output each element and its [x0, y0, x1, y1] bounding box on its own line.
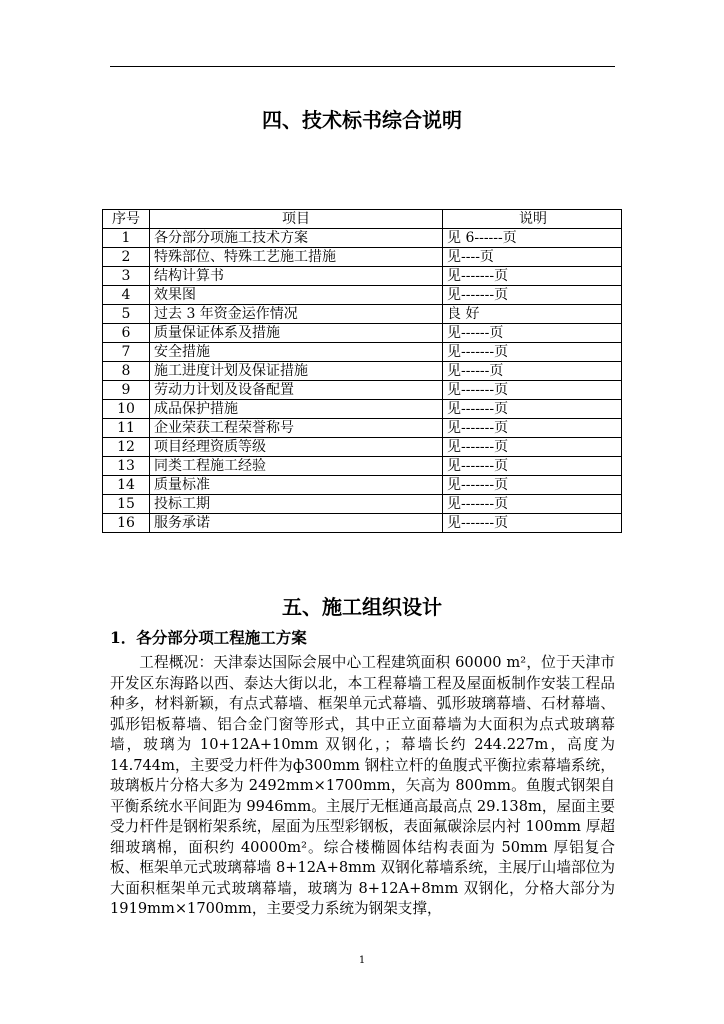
row-item: 效果图	[150, 286, 443, 305]
row-item: 各分部分项施工技术方案	[150, 229, 443, 248]
row-item: 企业荣获工程荣誉称号	[150, 419, 443, 438]
header-rule	[110, 66, 615, 67]
row-item: 质量标准	[150, 476, 443, 495]
row-note: 见-------页	[443, 343, 622, 362]
table-row	[103, 248, 622, 267]
row-item: 投标工期	[150, 495, 443, 514]
row-note: 良 好	[443, 305, 622, 324]
header-note: 说明	[443, 210, 622, 229]
table-row	[103, 267, 622, 286]
table-header-row	[103, 210, 622, 229]
row-note: 见------页	[443, 362, 622, 381]
row-index: 1	[103, 229, 150, 248]
table-row	[103, 419, 622, 438]
header-item: 项目	[150, 210, 443, 229]
table-row	[103, 476, 622, 495]
row-note: 见 6------页	[443, 229, 622, 248]
row-item: 同类工程施工经验	[150, 457, 443, 476]
row-index: 8	[103, 362, 150, 381]
row-item: 质量保证体系及措施	[150, 324, 443, 343]
row-note: 见-------页	[443, 514, 622, 533]
section-4-title: 四、技术标书综合说明	[262, 108, 462, 132]
row-index: 14	[103, 476, 150, 495]
row-note: 见-------页	[443, 286, 622, 305]
row-index: 5	[103, 305, 150, 324]
table-row	[103, 305, 622, 324]
row-index: 11	[103, 419, 150, 438]
table-row	[103, 229, 622, 248]
table-row	[103, 286, 622, 305]
section-5-title: 五、施工组织设计	[282, 595, 442, 619]
row-index: 16	[103, 514, 150, 533]
row-item: 服务承诺	[150, 514, 443, 533]
row-note: 见-------页	[443, 495, 622, 514]
table-row	[103, 343, 622, 362]
table-row	[103, 438, 622, 457]
row-note: 见-------页	[443, 438, 622, 457]
subsection-title: 1．各分部分项工程施工方案	[110, 628, 307, 647]
table-row	[103, 457, 622, 476]
row-index: 4	[103, 286, 150, 305]
row-item: 项目经理资质等级	[150, 438, 443, 457]
table-row	[103, 381, 622, 400]
row-index: 15	[103, 495, 150, 514]
row-note: 见-------页	[443, 476, 622, 495]
row-item: 施工进度计划及保证措施	[150, 362, 443, 381]
row-index: 9	[103, 381, 150, 400]
row-item: 结构计算书	[150, 267, 443, 286]
row-note: 见-------页	[443, 419, 622, 438]
page-number: 1	[358, 955, 366, 966]
row-index: 6	[103, 324, 150, 343]
row-note: 见-------页	[443, 457, 622, 476]
table-row	[103, 514, 622, 533]
row-index: 10	[103, 400, 150, 419]
row-note: 见------页	[443, 324, 622, 343]
contents-table	[102, 209, 622, 533]
row-index: 13	[103, 457, 150, 476]
row-item: 成品保护措施	[150, 400, 443, 419]
table-row	[103, 324, 622, 343]
header-index: 序号	[103, 210, 150, 229]
table-row	[103, 400, 622, 419]
row-note: 见----页	[443, 248, 622, 267]
row-index: 3	[103, 267, 150, 286]
row-item: 安全措施	[150, 343, 443, 362]
row-item: 过去 3 年资金运作情况	[150, 305, 443, 324]
row-index: 7	[103, 343, 150, 362]
row-item: 特殊部位、特殊工艺施工措施	[150, 248, 443, 267]
project-overview-paragraph: 工程概况：天津泰达国际会展中心工程建筑面积 60000 m²，位于天津市开发区东海路以西、泰达大街以北，本工程幕墙工程及屋面板制作安装工程品种多，材料新颖，有点式幕墙、框架单元式幕墙、弧形玻璃幕墙、石材幕墙、弧形铝板幕墙、铝合金门窗等形式，其中正立面幕墙为大面积为点式玻璃幕墙，玻璃为 10+12A+10mm 双钢化，；幕墙长约 244.227m，高度为 14.744m，主要受力杆件为ф300mm 钢柱立杆的鱼腹式平衡拉索幕墙系统，玻璃板片分格大多为 2492mm×1700mm，矢高为 800mm。鱼腹式钢架自平衡系统水平间距为 9946mm。主展厅无框通高最高点 29.138m，屋面主要受力杆件是钢桁架系统，屋面为压型彩钢板，表面氟碳涂层内衬 100mm 厚超细玻璃棉，面积约 40000m²。综合楼椭圆体结构表面为 50mm 厚铝复合板、框架单元式玻璃幕墙 8+12A+8mm 双钢化幕墙系统，主展厅山墙部位为大面积框架单元式玻璃幕墙，玻璃为 8+12A+8mm 双钢化，分格大部分为 1919mm×1700mm，主要受力系统为钢架支撑，	[110, 654, 615, 917]
row-note: 见-------页	[443, 381, 622, 400]
table-row	[103, 495, 622, 514]
table-row	[103, 362, 622, 381]
row-note: 见-------页	[443, 400, 622, 419]
row-item: 劳动力计划及设备配置	[150, 381, 443, 400]
row-note: 见-------页	[443, 267, 622, 286]
row-index: 12	[103, 438, 150, 457]
row-index: 2	[103, 248, 150, 267]
